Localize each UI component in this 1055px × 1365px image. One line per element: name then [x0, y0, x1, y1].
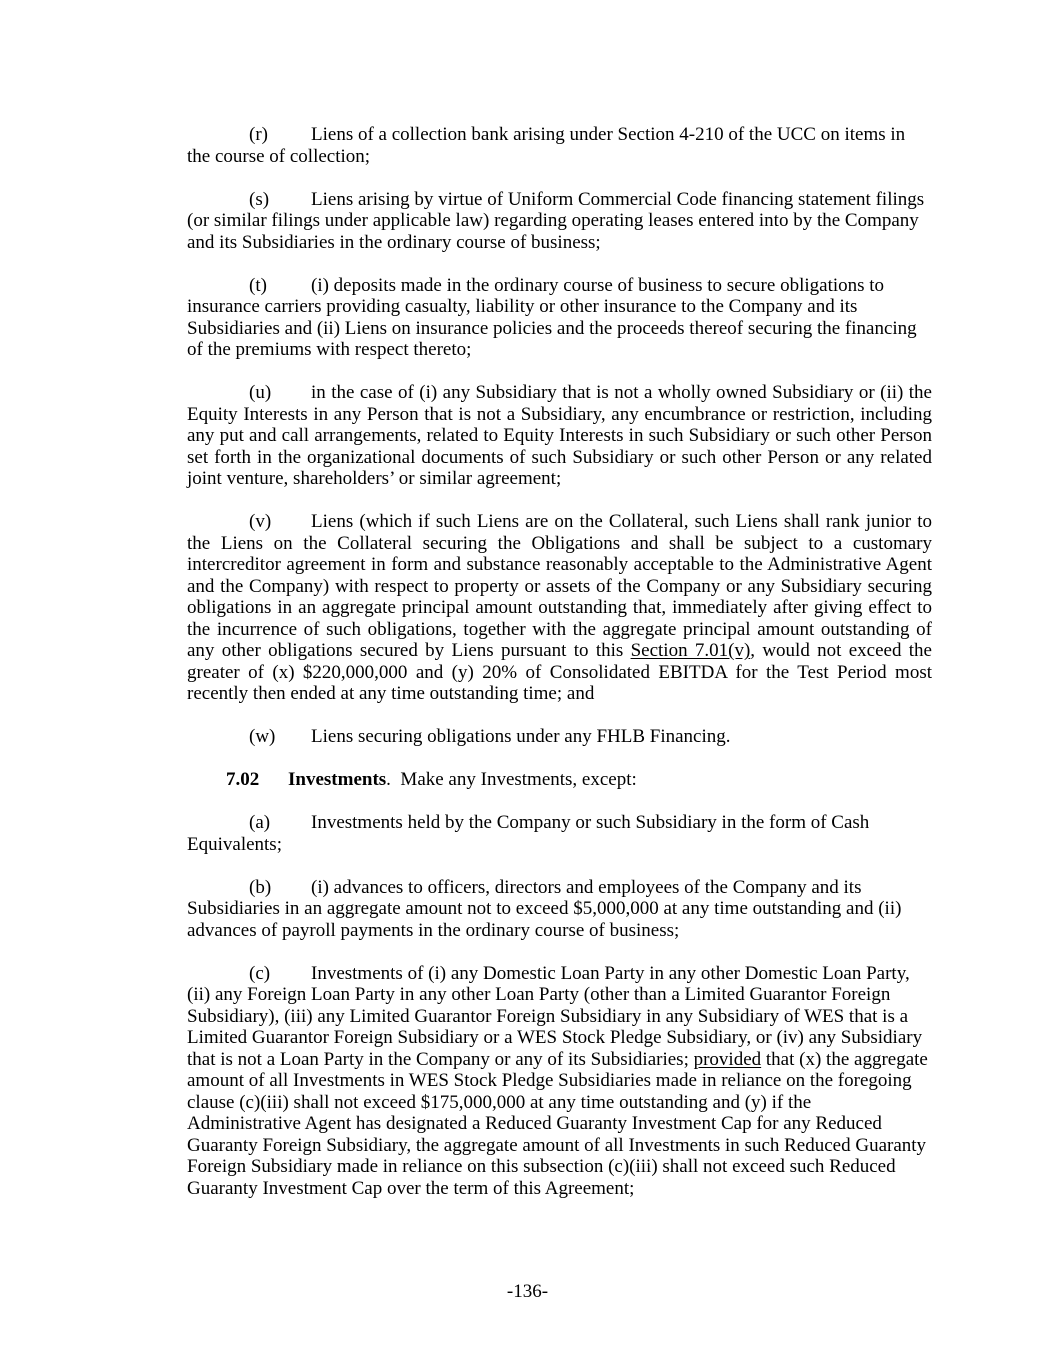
section-number: 7.02 — [226, 769, 260, 790]
clause-line: Subsidiaries and (ii) Liens on insurance policies and the proceeds thereof securing the financing — [187, 317, 917, 339]
clause-line — [187, 812, 932, 834]
clause-line — [187, 124, 932, 146]
clause-t — [187, 275, 932, 361]
section-intro: . Make any Investments, except: — [386, 769, 637, 790]
clause-line: advances of payroll payments in the ordinary course of business; — [187, 919, 680, 941]
clause-w — [187, 726, 932, 748]
clause-text: that is not a Loan Party in the Company or any of its Subsidiaries; — [187, 1048, 694, 1070]
clause-line: Administrative Agent has designated a Reduced Guaranty Investment Cap for any Reduced — [187, 1113, 882, 1134]
clause-label: (s) — [249, 188, 270, 210]
clause-line: clause (c)(iii) shall not exceed $175,000,000 at any time outstanding and (y) if the — [187, 1091, 812, 1113]
clause-line: amount of all Investments in WES Stock Pledge Subsidiaries made in reliance on the foregoing — [187, 1070, 912, 1091]
provided-term: provided — [693, 1048, 762, 1070]
clause-text: Liens of a collection bank arising under Section 4-210 of the UCC on items in — [311, 124, 906, 145]
clause-r — [187, 124, 932, 167]
clause-label: (t) — [249, 274, 267, 296]
clause-a — [187, 812, 932, 855]
clause-line — [187, 275, 932, 297]
clause-text: Investments held by the Company or such Subsidiary in the form of Cash — [311, 812, 870, 833]
document-body — [187, 124, 932, 1221]
clause-line: Equity Interests in any Person that is not a Subsidiary, any encumbrance or restriction, including — [187, 403, 932, 425]
clause-label: (v) — [249, 511, 272, 532]
clause-text: (i) deposits made in the ordinary course of business to secure obligations to — [311, 274, 885, 296]
clause-label: (a) — [249, 812, 271, 833]
clause-line: (ii) any Foreign Loan Party in any other Loan Party (other than a Limited Guarantor Foreign — [187, 984, 891, 1005]
clause-line: (or similar filings under applicable law) regarding operating leases entered into by the Company — [187, 210, 919, 231]
clause-text: Liens (which if such Liens are on the Collateral, such Liens shall rank junior to — [311, 511, 932, 532]
clause-line: Subsidiary), (iii) any Limited Guarantor Foreign Subsidiary in any Subsidiary of WES that is a — [187, 1005, 909, 1027]
page-number: -136- — [506, 1281, 549, 1302]
clause-line: insurance carriers providing casualty, liability or other insurance to the Company and its — [187, 296, 858, 317]
clause-line: Guaranty Investment Cap over the term of this Agreement; — [187, 1177, 635, 1199]
clause-u — [187, 382, 932, 490]
clause-text: Liens arising by virtue of Uniform Commercial Code financing statement filings — [311, 188, 925, 210]
clause-text: Investments of (i) any Domestic Loan Party in any other Domestic Loan Party, — [311, 962, 910, 984]
clause-line — [187, 877, 932, 899]
clause-c — [187, 963, 932, 1200]
clause-line: Equivalents; — [187, 833, 282, 855]
clause-line: set forth in the organizational documents of such Subsidiary or such other Person or any related — [187, 446, 932, 468]
clause-line: joint venture, shareholders’ or similar agreement; — [187, 468, 562, 489]
clause-line — [187, 382, 932, 404]
clause-line: and the Company) with respect to property or assets of the Company or any Subsidiary securing — [187, 575, 932, 597]
clause-line — [187, 963, 932, 985]
clause-line: Guaranty Foreign Subsidiary, the aggregate amount of all Investments in such Reduced Guaranty — [187, 1134, 927, 1156]
clause-line: intercreditor agreement in form and substance reasonably acceptable to the Administrative Agent — [187, 554, 932, 575]
clause-line: and its Subsidiaries in the ordinary course of business; — [187, 231, 601, 253]
clause-b — [187, 877, 932, 942]
clause-text: Liens securing obligations under any FHLB Financing. — [311, 726, 731, 747]
clause-v — [187, 511, 932, 705]
clause-label: (r) — [249, 124, 268, 145]
clause-line: Subsidiaries in an aggregate amount not to exceed $5,000,000 at any time outstanding and (ii) — [187, 898, 902, 919]
clause-line: greater of (x) $220,000,000 and (y) 20% of Consolidated EBITDA for the Test Period most — [187, 661, 932, 683]
clause-text: in the case of (i) any Subsidiary that is not a wholly owned Subsidiary or (ii) the — [311, 382, 932, 403]
clause-line: recently then ended at any time outstanding time; and — [187, 683, 595, 704]
clause-label: (u) — [249, 382, 272, 403]
clause-line: of the premiums with respect thereto; — [187, 339, 472, 360]
clause-label: (c) — [249, 962, 271, 984]
clause-text: that (x) the aggregate — [761, 1048, 928, 1070]
clause-label: (w) — [249, 726, 276, 747]
clause-line: obligations in an aggregate principal amount outstanding that, immediately after giving effect to — [187, 597, 932, 618]
clause-line — [187, 640, 932, 662]
clause-line — [187, 726, 932, 748]
section-heading — [187, 769, 932, 791]
clause-line — [187, 189, 932, 211]
clause-line: Foreign Subsidiary made in reliance on this subsection (c)(iii) shall not exceed such Reduced — [187, 1156, 896, 1177]
clause-text: any other obligations secured by Liens pursuant to this — [187, 640, 631, 661]
clause-text: (i) advances to officers, directors and employees of the Company and its — [311, 876, 862, 898]
clause-line — [187, 511, 932, 533]
clause-text: , would not exceed the — [750, 640, 932, 661]
clause-line: the incurrence of such obligations, together with the aggregate principal amount outstanding of — [187, 618, 932, 640]
clause-s — [187, 189, 932, 254]
clause-line: any put and call arrangements, related to Equity Interests in such Subsidiary or such other Person — [187, 425, 932, 446]
clause-line: the course of collection; — [187, 145, 371, 167]
clause-line: the Liens on the Collateral securing the Obligations and shall be subject to a customary — [187, 532, 932, 554]
clause-line: Limited Guarantor Foreign Subsidiary or a WES Stock Pledge Subsidiary, or (iv) any Subsidiary — [187, 1027, 923, 1048]
section-cross-reference: Section 7.01(v) — [630, 640, 751, 661]
section-title: Investments — [288, 769, 387, 790]
clause-label: (b) — [249, 876, 272, 898]
clause-line — [187, 1049, 932, 1071]
